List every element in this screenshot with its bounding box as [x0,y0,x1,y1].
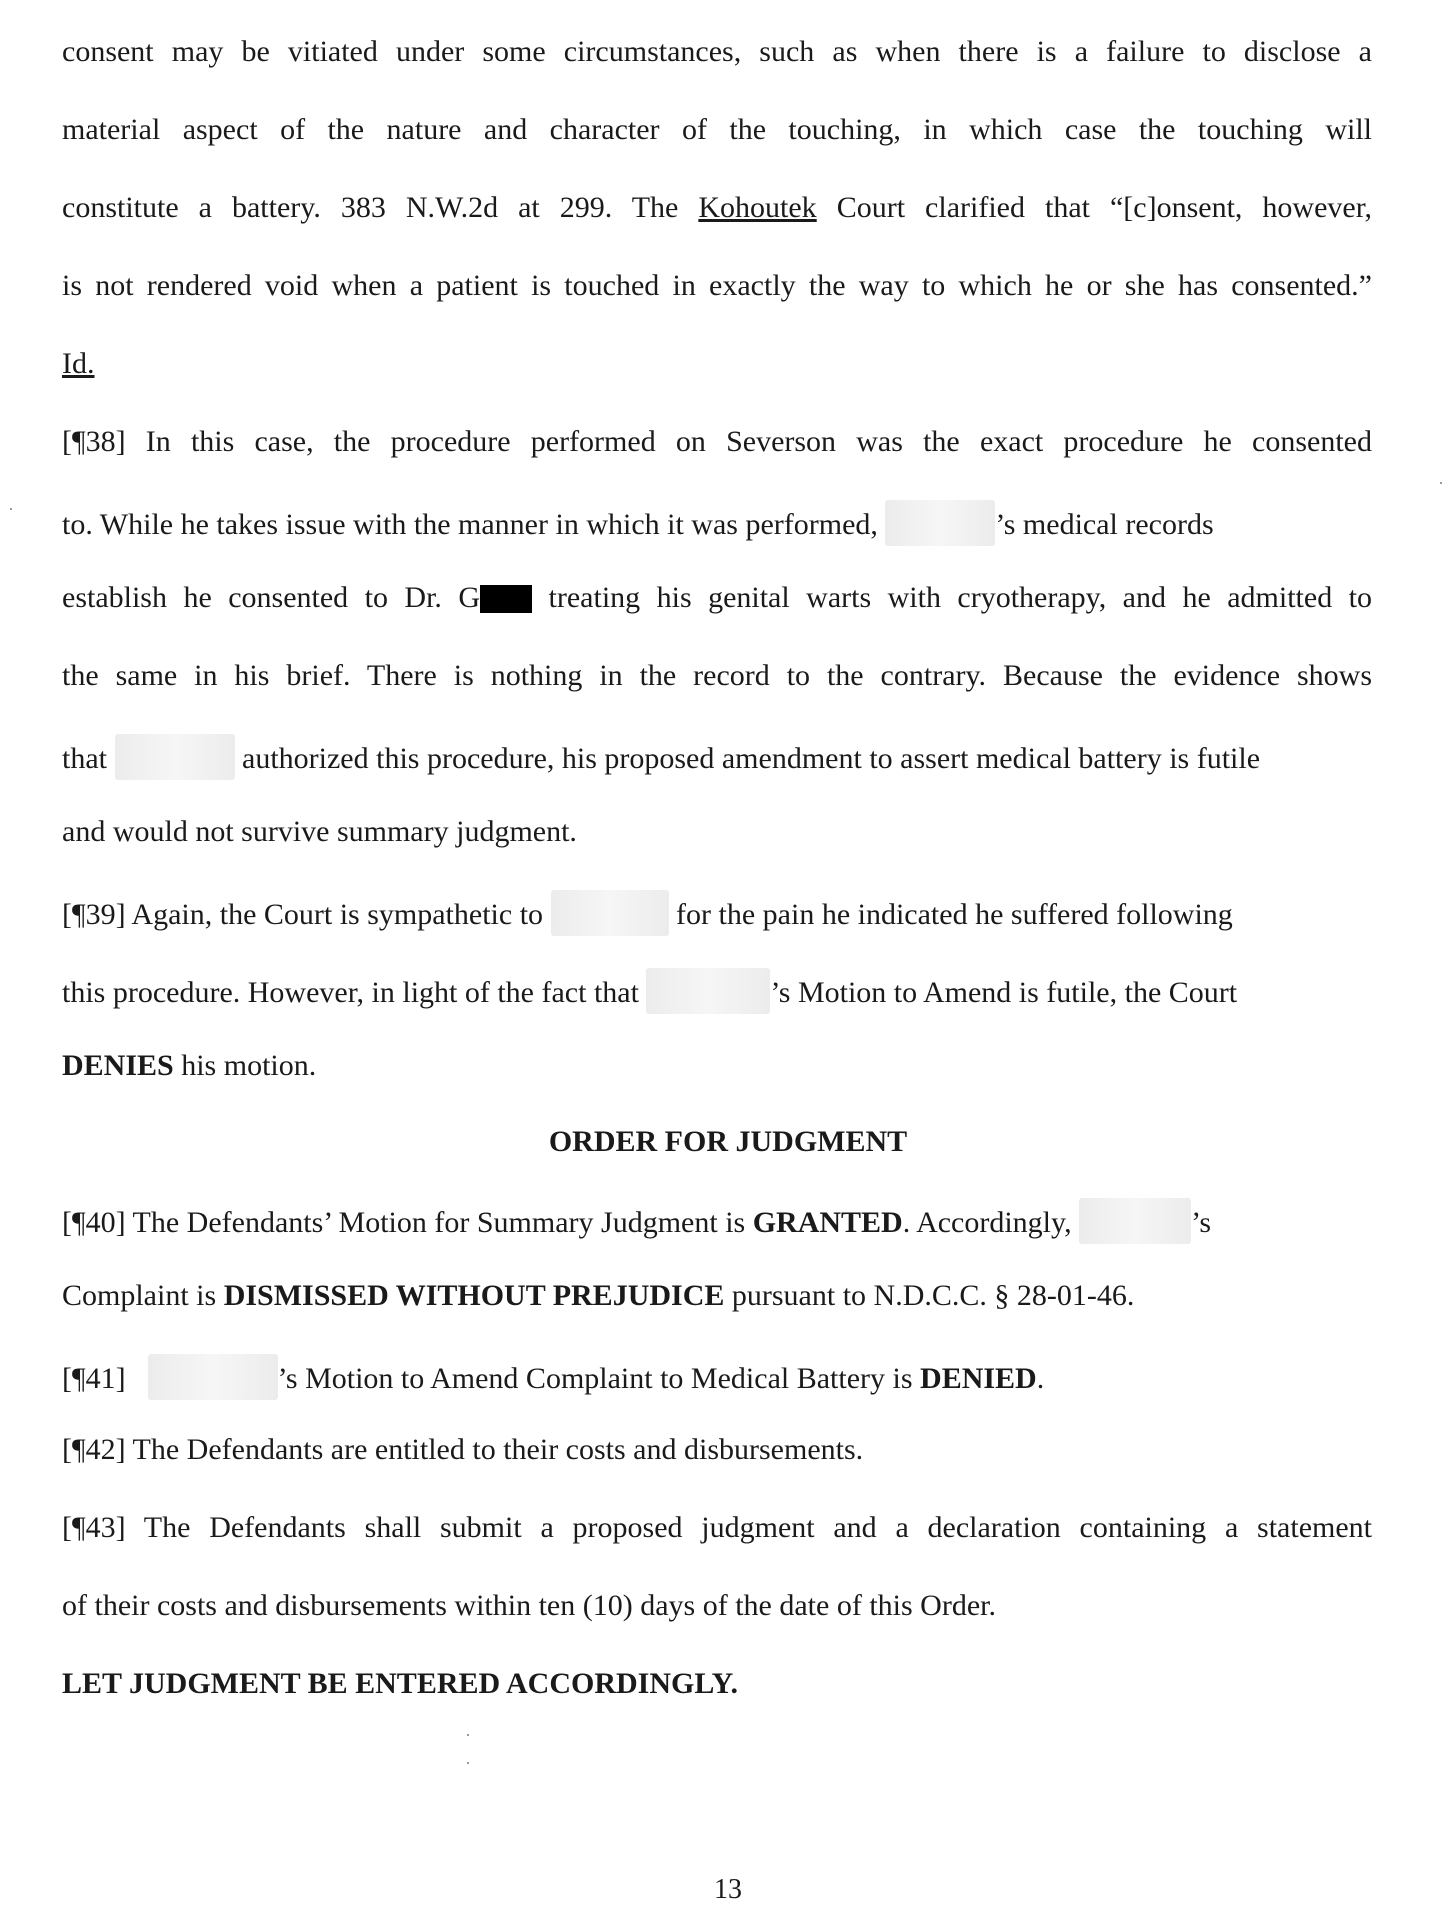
order-for-judgment-heading: ORDER FOR JUDGMENT [548,1125,908,1158]
redacted-name [885,500,995,546]
paragraph-43-line: of their costs and disbursements within ten (10) days of the date of this Order. [62,1589,996,1622]
case-citation-kohoutek: Kohoutek [698,191,817,224]
paragraph-38-line: the same in his brief. There is nothing in the record to the contrary. Because the evidence shows [62,659,1372,692]
scan-artifact [10,508,12,510]
paragraph-39-line: this procedure. However, in light of the fact that ’s Motion to Amend is futile, the Court [62,968,1372,1014]
paragraph-37-line: material aspect of the nature and character of the touching, in which case the touching will [62,113,1372,146]
paragraph-38-line: to. While he takes issue with the manner in which it was performed, ’s medical records [62,500,1372,546]
scan-artifact [1440,482,1442,484]
paragraph-39-line: [¶39] Again, the Court is sympathetic to for the pain he indicated he suffered following [62,890,1372,936]
paragraph-40-line: [¶40] The Defendants’ Motion for Summary Judgment is GRANTED. Accordingly, ’s [62,1198,1372,1244]
redacted-name [148,1354,278,1400]
paragraph-39-line: DENIES his motion. [62,1049,317,1082]
paragraph-38-line: and would not survive summary judgment. [62,815,577,848]
redacted-name [646,968,770,1014]
redacted-name [115,734,235,780]
paragraph-38-line: that authorized this procedure, his proposed amendment to assert medical battery is futile [62,734,1372,780]
redacted-name [1079,1198,1191,1244]
paragraph-43-line: [¶43] The Defendants shall submit a proposed judgment and a declaration containing a statement [62,1511,1372,1544]
scan-artifact [467,1762,469,1764]
closing-statement: LET JUDGMENT BE ENTERED ACCORDINGLY. [62,1667,739,1700]
paragraph-37-line: consent may be vitiated under some circumstances, such as when there is a failure to disclose a [62,35,1372,68]
paragraph-37-line [62,344,1372,384]
paragraph-37-line: is not rendered void when a patient is touched in exactly the way to which he or she has consented.” [62,269,1372,302]
paragraph-41: [¶41] ’s Motion to Amend Complaint to Medical Battery is DENIED. [62,1354,1372,1400]
paragraph-38-line: establish he consented to Dr. G treating his genital warts with cryotherapy, and he admitted to [62,581,1372,614]
redacted-name [551,890,669,936]
redaction-bar [480,585,532,613]
page-number: 13 [714,1874,742,1905]
paragraph-38-line: [¶38] In this case, the procedure performed on Severson was the exact procedure he consented [62,425,1372,458]
paragraph-40-line: Complaint is DISMISSED WITHOUT PREJUDICE pursuant to N.D.C.C. § 28-01-46. [62,1279,1135,1312]
paragraph-37-line: constitute a battery. 383 N.W.2d at 299. The Kohoutek Court clarified that “[c]onsent, however, [62,191,1373,224]
id-citation: Id. [62,347,95,380]
scan-artifact [467,1734,469,1736]
paragraph-42: [¶42] The Defendants are entitled to their costs and disbursements. [62,1433,864,1466]
